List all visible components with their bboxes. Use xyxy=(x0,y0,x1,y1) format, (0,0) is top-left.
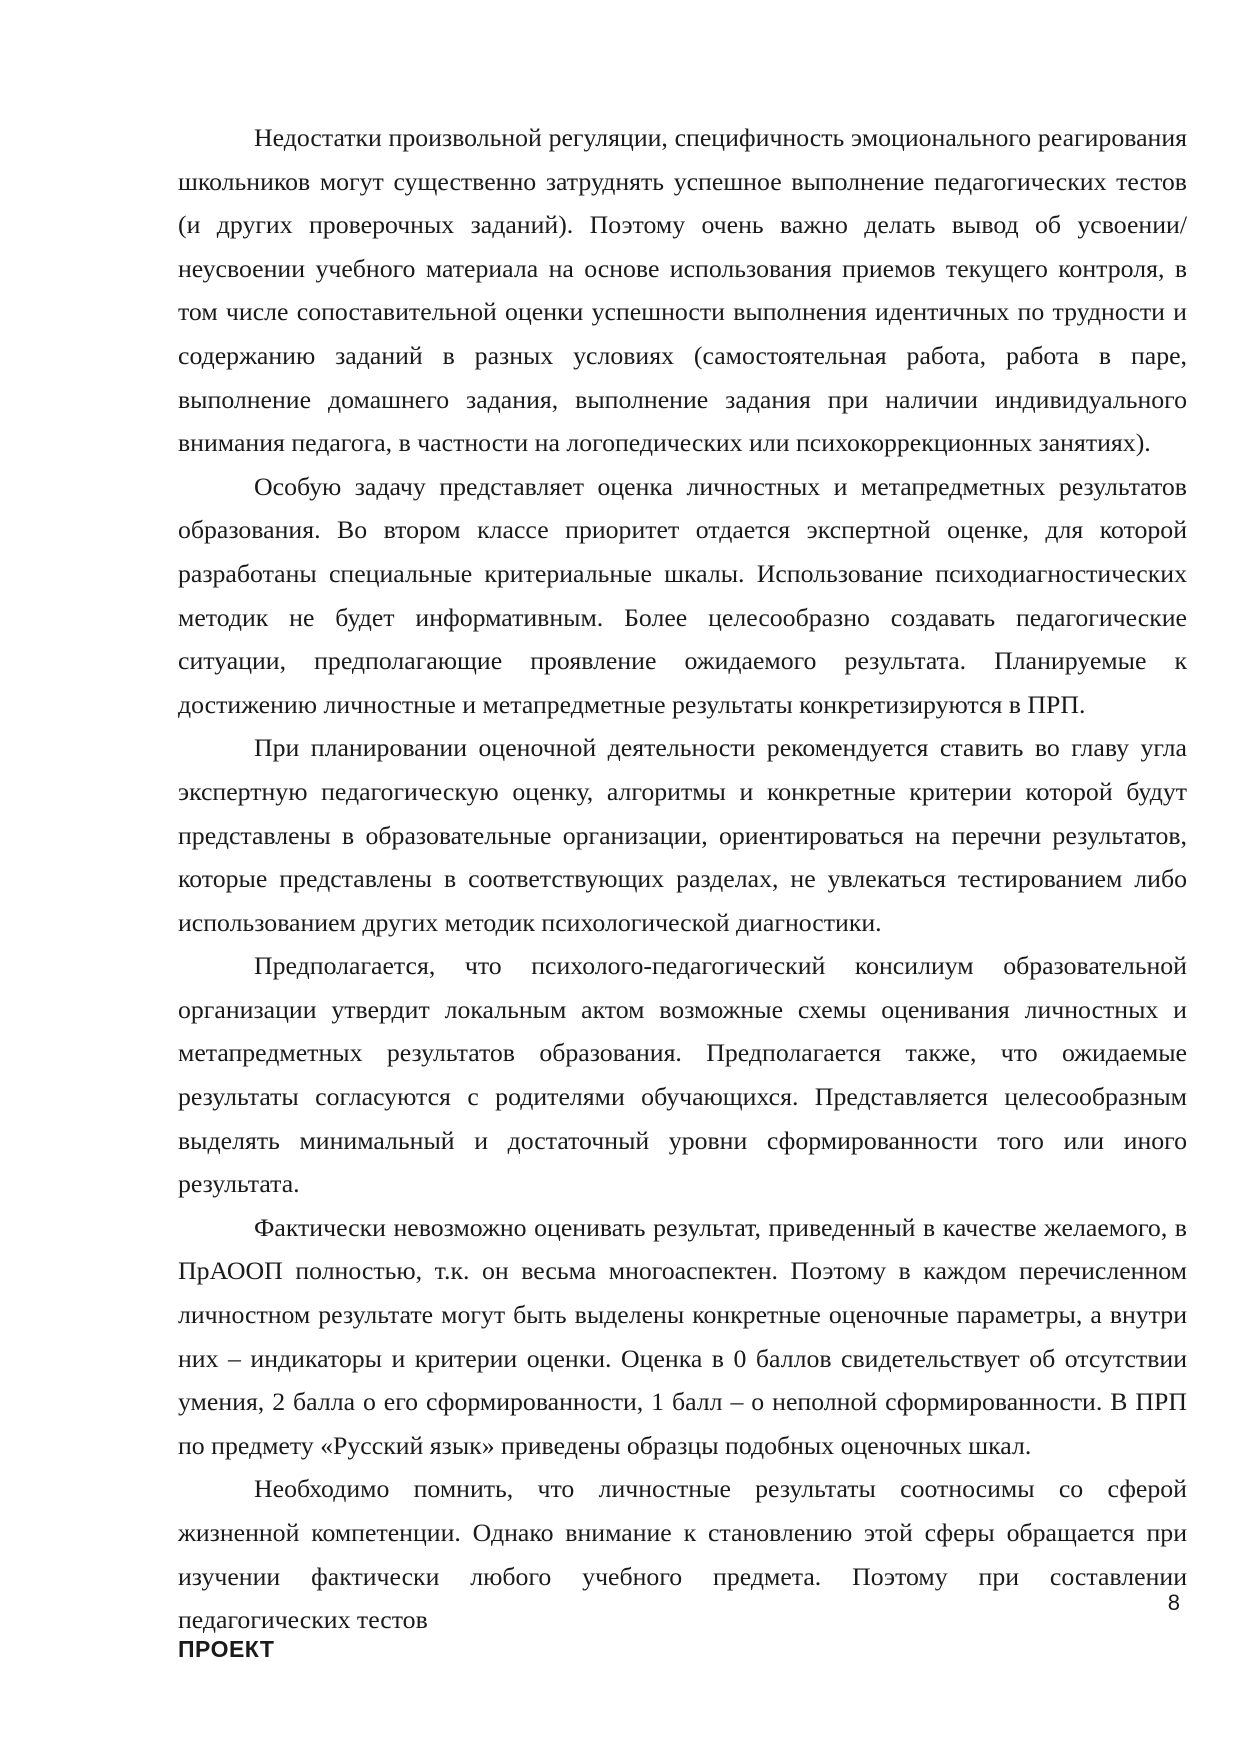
paragraph-6: Необходимо помнить, что личностные результаты соотносимы со сферой жизненной компетенции. Однако внимание к становлению этой сферы обращается при изучении фактически любого учебного предмета. Поэтому при составлении педагогических тестов xyxy=(178,1474,1187,1635)
footer-draft-label: ПРОЕКТ xyxy=(178,1636,275,1662)
body-text xyxy=(178,116,1187,1642)
paragraph-5: Фактически невозможно оценивать результат, приведенный в качестве желаемого, в ПрАООП полностью, т.к. он весьма многоаспектен. Поэтому в каждом перечисленном личностном результате могут быть выделены конкретные оценочные параметры, а внутри них – индикаторы и критерии оценки. Оценка в 0 баллов свидетельствует об отсутствии умения, 2 балла о его сформированности, 1 балл – о неполной сформированности. В ПРП по предмету «Русский язык» приведены образцы подобных оценочных шкал. xyxy=(178,1212,1187,1460)
paragraph-2: Особую задачу представляет оценка личностных и метапредметных результатов образования. Во втором классе приоритет отдается экспертной оценке, для которой разработаны специальные критериальные шкалы. Использование психодиагностических методик не будет информативным. Более целесообразно создавать педагогические ситуации, предполагающие проявление ожидаемого результата. Планируемые к достижению личностные и метапредметные результаты конкретизируются в ПРП. xyxy=(178,471,1187,719)
paragraph-1: Недостатки произвольной регуляции, специфичность эмоционального реагирования школьников могут существенно затруднять успешное выполнение педагогических тестов (и других проверочных заданий). Поэтому очень важно делать вывод об усвоении/неусвоении учебного материала на основе использования приемов текущего контроля, в том числе сопоставительной оценки успешности выполнения идентичных по трудности и содержанию заданий в разных условиях (самостоятельная работа, работа в паре, выполнение домашнего задания, выполнение задания при наличии индивидуального внимания педагога, в частности на логопедических или психокоррекционных занятиях). xyxy=(178,123,1187,458)
paragraph-4: Предполагается, что психолого-педагогический консилиум образовательной организации утвердит локальным актом возможные схемы оценивания личностных и метапредметных результатов образования. Предполагается также, что ожидаемые результаты согласуются с родителями обучающихся. Представляется целесообразным выделять минимальный и достаточный уровни сформированности того или иного результата. xyxy=(178,951,1187,1199)
page-number: 8 xyxy=(1167,1590,1180,1615)
paragraph-3: При планировании оценочной деятельности рекомендуется ставить во главу угла экспертную педагогическую оценку, алгоритмы и конкретные критерии которой будут представлены в образовательные организации, ориентироваться на перечни результатов, которые представлены в соответствующих разделах, не увлекаться тестированием либо использованием других методик психологической диагностики. xyxy=(178,733,1187,937)
